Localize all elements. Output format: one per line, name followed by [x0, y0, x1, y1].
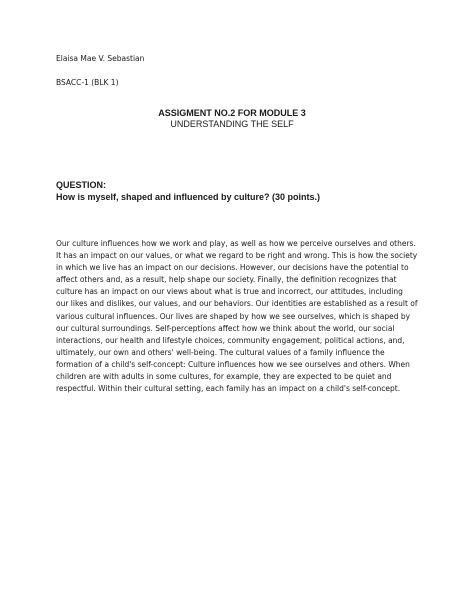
- title-block: [0, 108, 474, 130]
- document-subtitle: UNDERSTANDING THE SELF: [170, 119, 294, 129]
- answer-line: respectful. Within their cultural setting, each family has an impact on a child's self-concept.: [56, 384, 401, 394]
- answer-line: ultimately, our own and others' well-being. The cultural values of a family influence the: [56, 347, 385, 357]
- answer-line: culture has an impact on our views about what is true and incorrect, our attitudes, including: [56, 287, 403, 297]
- author-name: Elaisa Mae V. Sebastian: [56, 54, 145, 63]
- answer-line: affect others and, as a result, help shape our society. Finally, the definition recognizes that: [56, 275, 397, 285]
- answer-line: children are with adults in some cultures, for example, they are expected to be quiet and: [56, 372, 392, 382]
- document-title: ASSIGMENT NO.2 FOR MODULE 3: [158, 108, 306, 118]
- question-text: How is myself, shaped and influenced by culture? (30 points.): [56, 192, 321, 202]
- question-block: [56, 179, 320, 203]
- answer-line: in which we live has an impact on our decisions. However, our decisions have the potential to: [56, 263, 409, 273]
- answer-line: our likes and dislikes, our values, and our behaviors. Our identities are established as a result of: [56, 299, 418, 309]
- answer-line: It has an impact on our values, or what we regard to be right and wrong. This is how the society: [56, 251, 418, 261]
- answer-line: formation of a child's self-concept: Culture influences how we see ourselves and others. When: [56, 359, 410, 369]
- question-label: QUESTION:: [56, 180, 107, 190]
- answer-line: various cultural influences. Our lives are shaped by how we see ourselves, which is shaped by: [56, 311, 411, 321]
- answer-line: Our culture influences how we work and play, as well as how we perceive ourselves and others.: [56, 239, 416, 248]
- answer-line: interactions, our health and lifestyle choices, community engagement, political actions, and,: [56, 335, 405, 345]
- answer-line: our cultural surroundings. Self-perceptions affect how we think about the world, our social: [56, 323, 395, 333]
- answer-paragraph: [56, 238, 426, 395]
- class-section: BSACC-1 (BLK 1): [56, 78, 119, 87]
